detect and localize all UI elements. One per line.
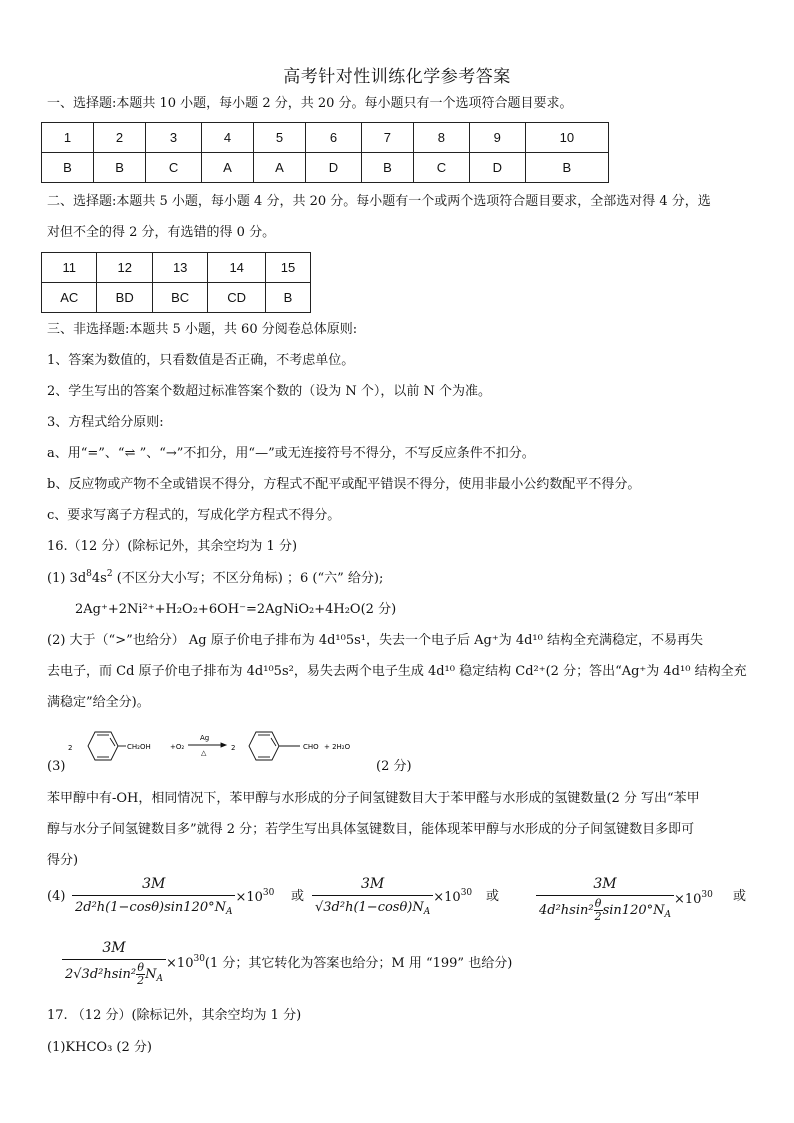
q16-part3-line2: 醇与水分子间氢键数目多”就得 2 分；若学生写出具体氢键数目，能体现苯甲醇与水形成的分子间氢键数目多即可 (47, 822, 695, 837)
formula-4-den-a: 2√3d²hsin² (65, 967, 137, 982)
formula-2-times: ×10 (433, 889, 461, 905)
section2-heading-line2: 对但不全的得 2 分，有选错的得 0 分。 (47, 225, 276, 240)
q16-part1-rest: (不区分大小写；不区分角标) ；6 (“六” 给分); (112, 571, 384, 586)
formula-1 (72, 874, 274, 918)
q16-part3-label: (3) (47, 759, 66, 774)
formula-4-sub: A (156, 974, 164, 984)
formula-1-times: ×10 (235, 889, 263, 905)
table2-number-cell-5: 15 (265, 253, 310, 283)
benzene-ring-icon-2 (249, 732, 300, 760)
formula-4-two: 2 (137, 974, 145, 987)
table2-answer-cell-5: B (265, 283, 310, 313)
benzene-ring-icon (88, 732, 126, 760)
formula-4-exp: 30 (193, 954, 205, 964)
table1-number-cell-9: 9 (469, 123, 525, 153)
table2-answer-cell-2: BD (97, 283, 152, 313)
rule-1: 1、答案为数值的，只看数值是否正确，不考虑单位。 (47, 353, 355, 368)
formula-4-den-b: N (145, 967, 157, 982)
rule-2: 2、学生写出的答案个数超过标准答案个数的（设为 N 个），以前 N 个为准。 (47, 384, 492, 399)
formula-4-times: ×10 (166, 956, 194, 971)
q16-part2-line1: (2) 大于（“>”也给分） Ag 原子价电子排布为 4d¹⁰5s¹，失去一个电子后 Ag⁺为 4d¹⁰ 结构全充满稳定，不易再失 (47, 633, 703, 648)
formula-4-numerator: 3M (62, 938, 166, 960)
q16-part3-line1: 苯甲醇中有-OH，相同情况下，苯甲醇与水形成的分子间氢键数目大于苯甲醛与水形成的氢键数量(2 分 写出“苯甲 (47, 791, 700, 806)
formula-2-sub: A (423, 907, 431, 917)
table2-number-cell-1: 11 (42, 253, 97, 283)
q16-heading: 16.（12 分）(除标记外，其余空均为 1 分) (47, 539, 298, 554)
answer-table-2 (41, 252, 311, 313)
answer-table-1-answers-row (42, 153, 609, 183)
table1-number-cell-4: 4 (201, 123, 253, 153)
q16-part2-line3: 满稳定”给全分)。 (47, 695, 150, 710)
formula-2-exp: 30 (460, 887, 473, 898)
formula-3-exp: 30 (701, 890, 713, 900)
formula-4-note: (1 分；其它转化为答案也给分；M 用 “199” 也给分) (204, 956, 513, 971)
q17-heading: 17. （12 分）(除标记外，其余空均为 1 分) (47, 1008, 302, 1023)
q16-part3-line3: 得分) (47, 853, 79, 868)
rx-water: + 2H₂O (324, 743, 351, 751)
answer-table-1-numbers-row (42, 123, 609, 153)
table1-number-cell-2: 2 (94, 123, 146, 153)
formula-3-sub: A (664, 910, 671, 920)
rule-3: 3、方程式给分原则: (47, 415, 164, 430)
formula-1-denominator: 2d²h(1−cosθ)sin120°N (75, 900, 226, 915)
formula-3-den-a: 4d²hsin² (539, 903, 594, 918)
q16-part1-sup2: 2 (106, 569, 113, 579)
table2-number-cell-3: 13 (152, 253, 207, 283)
rx-ch2oh: CH₂OH (127, 743, 151, 751)
rx-plus-o2: +O₂ (170, 743, 185, 751)
table1-answer-cell-7: B (361, 153, 413, 183)
formula-2 (312, 874, 472, 918)
formula-2-numerator: 3M (312, 874, 433, 896)
table1-number-cell-8: 8 (413, 123, 469, 153)
table2-answer-cell-4: CD (208, 283, 266, 313)
reaction-arrow-icon (188, 743, 226, 747)
page-title: 高考针对性训练化学参考答案 (283, 67, 511, 87)
formula-2-denominator: √3d²h(1−cosθ)N (315, 900, 424, 915)
or-3: 或 (733, 889, 747, 904)
q16-part2-line2: 去电子，而 Cd 原子价电子排布为 4d¹⁰5s²，易失去两个电子生成 4d¹⁰ 稳定结构 Cd²⁺(2 分；答出“Ag⁺为 4d¹⁰ 结构全充 (47, 664, 747, 679)
table1-number-cell-10: 10 (525, 123, 608, 153)
rx-heat: △ (201, 749, 207, 757)
rx-catalyst: Ag (200, 734, 210, 742)
answer-table-2-numbers-row (42, 253, 311, 283)
table1-answer-cell-10: B (525, 153, 608, 183)
table1-answer-cell-6: D (306, 153, 362, 183)
table1-answer-cell-4: A (201, 153, 253, 183)
q16-part3-score: (2 分) (376, 759, 412, 774)
table1-number-cell-1: 1 (42, 123, 94, 153)
table1-answer-cell-1: B (42, 153, 94, 183)
table1-answer-cell-8: C (413, 153, 469, 183)
table1-answer-cell-5: A (253, 153, 305, 183)
formula-3 (536, 874, 713, 923)
table2-answer-cell-1: AC (42, 283, 97, 313)
formula-3-two: 2 (594, 910, 602, 923)
q16-part1-sup1: 8 (86, 569, 92, 579)
table1-number-cell-7: 7 (361, 123, 413, 153)
answer-table-1 (41, 122, 609, 183)
formula-1-exp: 30 (262, 887, 275, 898)
table1-answer-cell-9: D (469, 153, 525, 183)
formula-3-den-b: sin120°N (602, 903, 665, 918)
q16-part1 (47, 570, 383, 588)
table1-answer-cell-2: B (94, 153, 146, 183)
table2-number-cell-4: 14 (208, 253, 266, 283)
q16-part4-label: (4) (47, 889, 66, 904)
table1-number-cell-3: 3 (146, 123, 202, 153)
rule-a: a、用“=”、“⇌ ”、“→”不扣分，用“—”或无连接符号不得分，不写反应条件不扣分。 (47, 446, 535, 461)
rx-coefficient: 2 (68, 744, 73, 752)
q16-equation-1: 2Ag⁺+2Ni²⁺+H₂O₂+6OH⁻=2AgNiO₂+4H₂O(2 分) (75, 602, 397, 617)
table1-answer-cell-3: C (146, 153, 202, 183)
or-1: 或 (291, 889, 305, 904)
section2-heading-line1: 二、选择题:本题共 5 小题，每小题 4 分，共 20 分。每小题有一个或两个选项符合题目要求，全部选对得 4 分，选 (47, 194, 711, 209)
section3-heading: 三、非选择题:本题共 5 小题，共 60 分阅卷总体原则: (47, 322, 358, 337)
formula-3-theta: θ (594, 897, 602, 910)
q17-part1: (1)KHCO₃ (2 分) (47, 1040, 152, 1055)
rx-cho: CHO (303, 743, 319, 751)
or-2: 或 (486, 889, 500, 904)
rule-b: b、反应物或产物不全或错误不得分，方程式不配平或配平错误不得分，使用非最小公约数配平不得分。 (47, 477, 641, 492)
answer-table-2-answers-row (42, 283, 311, 313)
table1-number-cell-6: 6 (306, 123, 362, 153)
table1-number-cell-5: 5 (253, 123, 305, 153)
reaction-scheme (60, 728, 370, 768)
table2-number-cell-2: 12 (97, 253, 152, 283)
table2-answer-cell-3: BC (152, 283, 207, 313)
rule-c: c、要求写离子方程式的，写成化学方程式不得分。 (47, 508, 341, 523)
rx-coefficient-2: 2 (231, 744, 236, 752)
formula-3-numerator: 3M (536, 874, 674, 896)
formula-1-numerator: 3M (72, 874, 235, 896)
formula-4-theta: θ (137, 961, 144, 974)
formula-3-times: ×10 (673, 892, 702, 907)
section1-heading: 一、选择题:本题共 10 小题，每小题 2 分，共 20 分。每小题只有一个选项符合题目要求。 (47, 96, 573, 111)
formula-1-sub: A (225, 907, 233, 917)
q16-part1-prefix: (1) 3d (47, 571, 87, 586)
q16-part1-mid: 4s (91, 571, 107, 586)
formula-4 (62, 938, 512, 987)
